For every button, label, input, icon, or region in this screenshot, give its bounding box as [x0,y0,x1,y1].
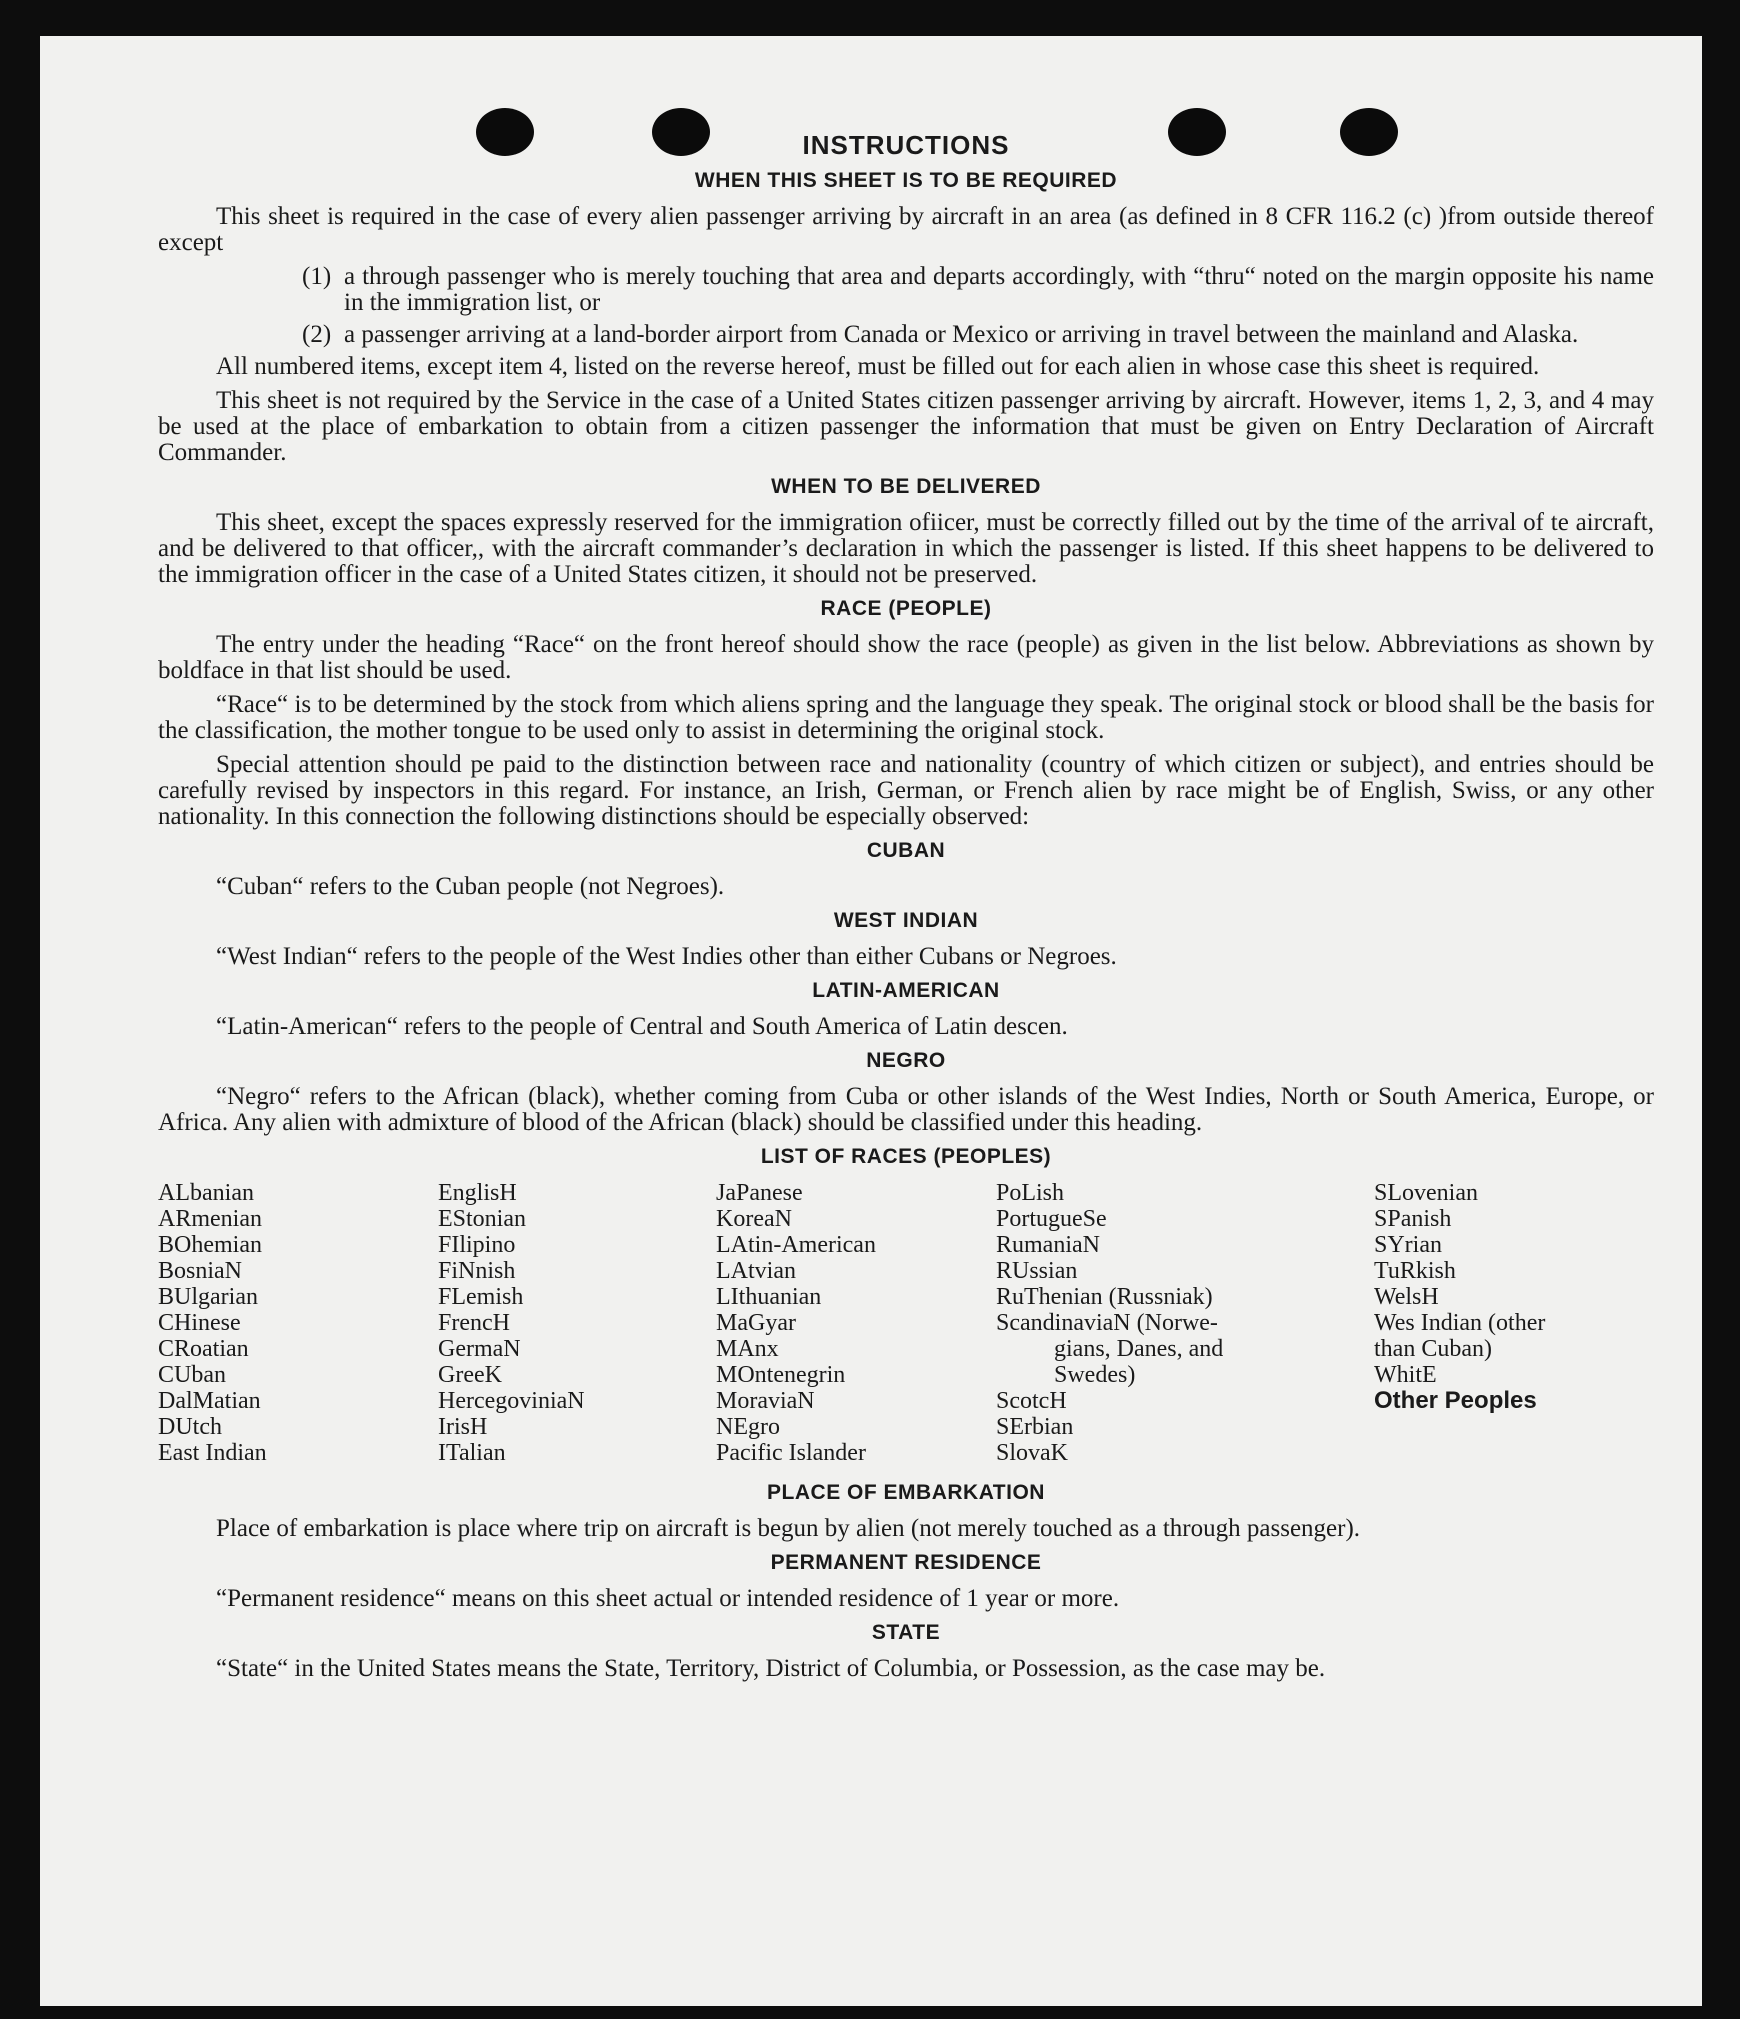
race-item: MaGyar [716,1310,796,1336]
race-item: CHinese [158,1310,241,1336]
section-heading-state: STATE [871,1621,941,1644]
race-item: PoLish [996,1180,1065,1206]
race-item: ScandinaviaN (Norwe- [996,1310,1218,1336]
race-item: MoraviaN [716,1388,815,1414]
race-item: SLovenian [1374,1180,1478,1206]
section-heading-list-of-races: LIST OF RACES (PEOPLES) [760,1145,1052,1168]
race-item: CRoatian [158,1336,249,1362]
races-column [158,1180,438,1466]
paragraph: All numbered items, except item 4, listed on the reverse hereof, must be filled out for each alien in whose case this sheet is required. [216,353,1540,380]
races-list [158,1180,1654,1466]
document-sheet [40,36,1702,2006]
race-item: PortugueSe [996,1206,1107,1232]
list-item-text: a passenger arriving at a land-border airport from Canada or Mexico or arriving in travel between the mainland and Alaska. [344,321,1579,348]
race-item: Swedes) [1054,1362,1136,1388]
list-item [158,264,1654,316]
paragraph: “Race“ is to be determined by the stock from which aliens spring and the language they speak. The original stock or blood shall be the basis for the classification, the mother tongue to be used only to assist in determining the original stock. [158,691,1654,744]
race-item: BOhemian [158,1232,262,1258]
section-heading-race: RACE (PEOPLE) [820,597,992,620]
race-item: RUssian [996,1258,1078,1284]
race-item: ALbanian [158,1180,254,1206]
race-item: RuThenian (Russniak) [996,1284,1213,1310]
race-item: FIlipino [438,1232,516,1258]
paragraph: This sheet is not required by the Service in the case of a United States citizen passenger arriving by aircraft. However, items 1, 2, 3, and 4 may be used at the place of embarkation to obtain from a citizen passenger the information that must be given on Entry Declaration of Aircraft Commander. [158,387,1654,466]
race-item: LAtin-American [716,1232,876,1258]
race-item: SErbian [996,1414,1074,1440]
paragraph: “West Indian“ refers to the people of the West Indies other than either Cubans or Negroes. [216,943,1117,970]
section-heading-latin-american: LATIN-AMERICAN [812,979,1000,1002]
race-item: HercegoviniaN [438,1388,585,1414]
race-item: DUtch [158,1414,222,1440]
races-column [716,1180,996,1466]
section-heading-embarkation: PLACE OF EMBARKATION [767,1481,1045,1504]
page-title: INSTRUCTIONS [802,130,1010,160]
paragraph: “Permanent residence“ means on this sheet actual or intended residence of 1 year or more. [216,1585,1120,1612]
race-item: SPanish [1374,1206,1452,1232]
race-item: WhitE [1374,1362,1437,1388]
race-item: SYrian [1374,1232,1442,1258]
paragraph: Place of embarkation is place where trip on aircraft is begun by alien (not merely touched as a through passenger). [216,1515,1361,1542]
race-item: IrisH [438,1414,488,1440]
race-item: ScotcH [996,1388,1067,1414]
race-item: NEgro [716,1414,780,1440]
race-item: JaPanese [716,1180,803,1206]
paragraph: “Negro“ refers to the African (black), whether coming from Cuba or other islands of the West Indies, North or South America, Europe, or Africa. Any alien with admixture of blood of the African (black) should be classified under this heading. [158,1083,1654,1136]
race-item: KoreaN [716,1206,792,1232]
races-column [1374,1180,1654,1466]
section-heading-negro: NEGRO [866,1049,946,1072]
race-item: TuRkish [1374,1258,1456,1284]
race-item: Pacific Islander [716,1440,866,1466]
race-item: RumaniaN [996,1232,1100,1258]
paragraph: This sheet is required in the case of every alien passenger arriving by aircraft in an area (as defined in 8 CFR 116.2 (c) )from outside thereof except [158,203,1654,256]
race-item: MOntenegrin [716,1362,846,1388]
race-item: BUlgarian [158,1284,258,1310]
section-heading-west-indian: WEST INDIAN [833,909,979,932]
race-item: LIthuanian [716,1284,822,1310]
paragraph: The entry under the heading “Race“ on the front hereof should show the race (people) as given in the list below. Abbreviations as shown by boldface in that list should be used. [158,631,1654,684]
race-item: ITalian [438,1440,506,1466]
section-heading-delivered: WHEN TO BE DELIVERED [771,475,1041,498]
section-heading-required: WHEN THIS SHEET IS TO BE REQUIRED [694,169,1118,192]
race-item: BosniaN [158,1258,242,1284]
paragraph: Special attention should pe paid to the distinction between race and nationality (country of which citizen or subject), and entries should be carefully revised by inspectors in this regard. For instance, an Irish, German, or French alien by race might be of English, Swiss, or any other nationality. In this connection the following distinctions should be especially observed: [158,751,1654,830]
race-item: gians, Danes, and [1054,1336,1224,1362]
section-heading-cuban: CUBAN [866,839,946,862]
race-item: ARmenian [158,1206,262,1232]
race-item: FrencH [438,1310,510,1336]
list-item-number: (1) [302,263,332,290]
race-item: WelsH [1374,1284,1439,1310]
race-item: East Indian [158,1440,267,1466]
race-item: than Cuban) [1374,1336,1492,1362]
race-item: MAnx [716,1336,779,1362]
race-item: Wes Indian (other [1374,1310,1546,1336]
paragraph: “Latin-American“ refers to the people of Central and South America of Latin descen. [216,1013,1068,1040]
races-column [996,1180,1374,1466]
race-item: CUban [158,1362,226,1388]
list-item [158,322,1654,348]
race-item: SlovaK [996,1440,1068,1466]
paragraph: “State“ in the United States means the State, Territory, District of Columbia, or Possession, as the case may be. [216,1655,1326,1682]
race-item: GermaN [438,1336,521,1362]
paragraph: This sheet, except the spaces expressly reserved for the immigration ofiicer, must be correctly filled out by the time of the arrival of te aircraft, and be delivered to that officer,, with the aircraft commander’s declaration in which the passenger is listed. If this sheet happens to be delivered to the immigration officer in the case of a United States citizen, it should not be preserved. [158,509,1654,588]
race-item: DalMatian [158,1388,261,1414]
list-item-text: a through passenger who is merely touching that area and departs accordingly, with “thru“ noted on the margin opposite his name in the immigration list, or [344,263,1654,316]
race-item: EStonian [438,1206,526,1232]
race-item: FiNnish [438,1258,516,1284]
section-heading-residence: PERMANENT RESIDENCE [770,1551,1042,1574]
races-column [438,1180,716,1466]
race-item: FLemish [438,1284,524,1310]
race-item: LAtvian [716,1258,796,1284]
race-item: EnglisH [438,1180,517,1206]
race-item: Other Peoples [1374,1387,1537,1414]
race-item: GreeK [438,1362,502,1388]
paragraph: “Cuban“ refers to the Cuban people (not Negroes). [216,873,725,900]
list-item-number: (2) [302,321,332,348]
document-content [158,132,1654,1690]
